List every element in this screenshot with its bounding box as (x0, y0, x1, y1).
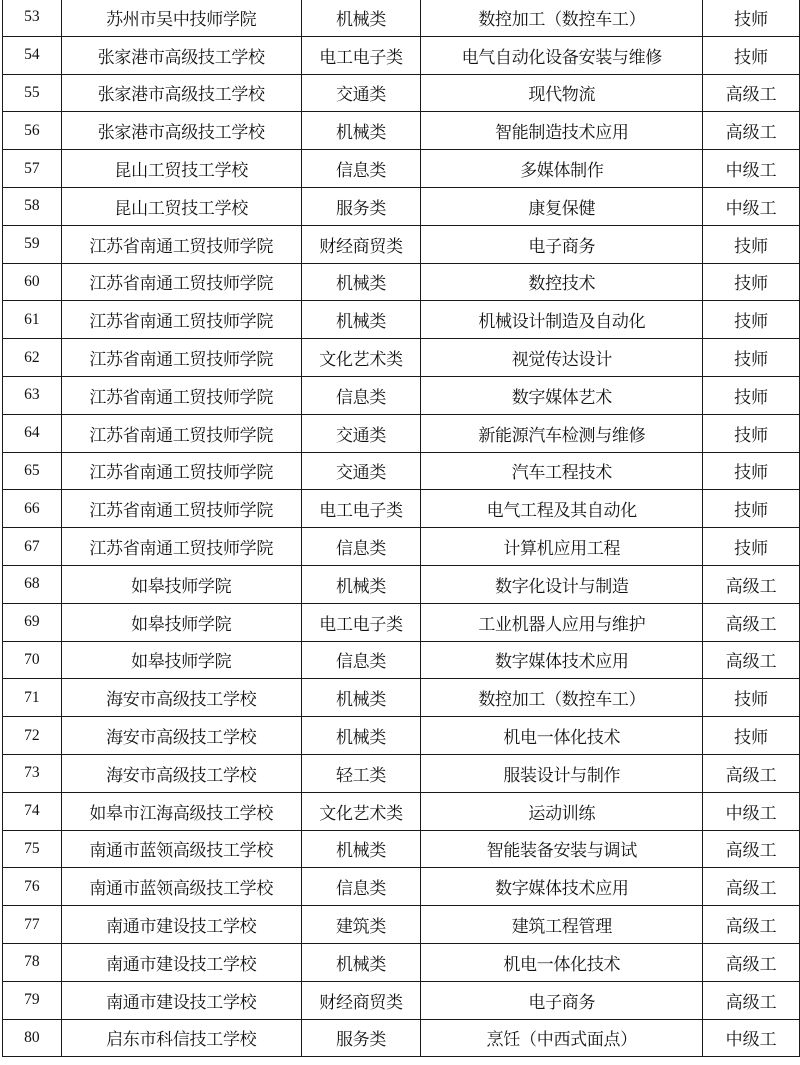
level-cell: 高级工 (703, 830, 800, 868)
table-row (3, 528, 800, 566)
major-cell: 新能源汽车检测与维修 (421, 414, 703, 452)
category-cell: 信息类 (301, 150, 421, 188)
school-name-cell: 江苏省南通工贸技师学院 (61, 414, 301, 452)
level-cell: 技师 (703, 225, 800, 263)
table-row (3, 263, 800, 301)
category-cell: 机械类 (301, 943, 421, 981)
category-cell: 文化艺术类 (301, 792, 421, 830)
table-row (3, 679, 800, 717)
school-name-cell: 江苏省南通工贸技师学院 (61, 490, 301, 528)
row-number-cell: 64 (3, 414, 62, 452)
category-cell: 机械类 (301, 717, 421, 755)
level-cell: 高级工 (703, 868, 800, 906)
category-cell: 财经商贸类 (301, 225, 421, 263)
school-name-cell: 张家港市高级技工学校 (61, 112, 301, 150)
school-major-table (2, 0, 800, 1057)
school-name-cell: 江苏省南通工贸技师学院 (61, 339, 301, 377)
level-cell: 技师 (703, 528, 800, 566)
row-number-cell: 57 (3, 150, 62, 188)
row-number-cell: 54 (3, 36, 62, 74)
school-name-cell: 如皋技师学院 (61, 603, 301, 641)
table-row (3, 339, 800, 377)
category-cell: 信息类 (301, 528, 421, 566)
level-cell: 技师 (703, 414, 800, 452)
level-cell: 技师 (703, 0, 800, 36)
table-row (3, 603, 800, 641)
school-name-cell: 江苏省南通工贸技师学院 (61, 225, 301, 263)
major-cell: 汽车工程技术 (421, 452, 703, 490)
level-cell: 高级工 (703, 981, 800, 1019)
major-cell: 工业机器人应用与维护 (421, 603, 703, 641)
table-row (3, 490, 800, 528)
major-cell: 智能制造技术应用 (421, 112, 703, 150)
major-cell: 多媒体制作 (421, 150, 703, 188)
school-name-cell: 海安市高级技工学校 (61, 679, 301, 717)
major-cell: 数字媒体艺术 (421, 376, 703, 414)
school-name-cell: 张家港市高级技工学校 (61, 36, 301, 74)
school-name-cell: 海安市高级技工学校 (61, 754, 301, 792)
major-cell: 运动训练 (421, 792, 703, 830)
table-row (3, 225, 800, 263)
major-cell: 数控加工（数控车工） (421, 0, 703, 36)
category-cell: 机械类 (301, 830, 421, 868)
level-cell: 中级工 (703, 150, 800, 188)
row-number-cell: 66 (3, 490, 62, 528)
level-cell: 高级工 (703, 565, 800, 603)
row-number-cell: 80 (3, 1019, 62, 1057)
row-number-cell: 60 (3, 263, 62, 301)
category-cell: 机械类 (301, 301, 421, 339)
row-number-cell: 63 (3, 376, 62, 414)
school-name-cell: 江苏省南通工贸技师学院 (61, 376, 301, 414)
major-cell: 服装设计与制作 (421, 754, 703, 792)
major-cell: 数控技术 (421, 263, 703, 301)
category-cell: 服务类 (301, 1019, 421, 1057)
category-cell: 建筑类 (301, 906, 421, 944)
row-number-cell: 75 (3, 830, 62, 868)
row-number-cell: 77 (3, 906, 62, 944)
school-name-cell: 江苏省南通工贸技师学院 (61, 263, 301, 301)
level-cell: 高级工 (703, 112, 800, 150)
level-cell: 技师 (703, 301, 800, 339)
level-cell: 中级工 (703, 792, 800, 830)
major-cell: 电气工程及其自动化 (421, 490, 703, 528)
major-cell: 数字媒体技术应用 (421, 641, 703, 679)
table-row (3, 112, 800, 150)
level-cell: 技师 (703, 263, 800, 301)
category-cell: 机械类 (301, 679, 421, 717)
level-cell: 技师 (703, 36, 800, 74)
row-number-cell: 79 (3, 981, 62, 1019)
table-row (3, 414, 800, 452)
table-row (3, 150, 800, 188)
table-body (3, 0, 800, 1057)
row-number-cell: 70 (3, 641, 62, 679)
row-number-cell: 72 (3, 717, 62, 755)
category-cell: 电工电子类 (301, 36, 421, 74)
category-cell: 交通类 (301, 452, 421, 490)
major-cell: 机电一体化技术 (421, 717, 703, 755)
level-cell: 中级工 (703, 187, 800, 225)
table-row (3, 187, 800, 225)
category-cell: 信息类 (301, 376, 421, 414)
row-number-cell: 61 (3, 301, 62, 339)
level-cell: 技师 (703, 490, 800, 528)
school-name-cell: 南通市建设技工学校 (61, 943, 301, 981)
category-cell: 机械类 (301, 263, 421, 301)
table-row (3, 754, 800, 792)
school-name-cell: 启东市科信技工学校 (61, 1019, 301, 1057)
table-row (3, 376, 800, 414)
level-cell: 高级工 (703, 943, 800, 981)
major-cell: 康复保健 (421, 187, 703, 225)
table-row (3, 830, 800, 868)
major-cell: 数字化设计与制造 (421, 565, 703, 603)
major-cell: 智能装备安装与调试 (421, 830, 703, 868)
level-cell: 中级工 (703, 1019, 800, 1057)
level-cell: 高级工 (703, 603, 800, 641)
category-cell: 信息类 (301, 641, 421, 679)
row-number-cell: 69 (3, 603, 62, 641)
school-name-cell: 昆山工贸技工学校 (61, 187, 301, 225)
school-name-cell: 南通市蓝领高级技工学校 (61, 868, 301, 906)
category-cell: 财经商贸类 (301, 981, 421, 1019)
table-row (3, 1019, 800, 1057)
school-name-cell: 江苏省南通工贸技师学院 (61, 528, 301, 566)
category-cell: 轻工类 (301, 754, 421, 792)
table-row (3, 981, 800, 1019)
category-cell: 电工电子类 (301, 490, 421, 528)
table-row (3, 717, 800, 755)
major-cell: 机械设计制造及自动化 (421, 301, 703, 339)
row-number-cell: 73 (3, 754, 62, 792)
table-row (3, 868, 800, 906)
row-number-cell: 55 (3, 74, 62, 112)
table-row (3, 36, 800, 74)
school-name-cell: 江苏省南通工贸技师学院 (61, 452, 301, 490)
row-number-cell: 71 (3, 679, 62, 717)
row-number-cell: 78 (3, 943, 62, 981)
table-row (3, 565, 800, 603)
category-cell: 文化艺术类 (301, 339, 421, 377)
school-name-cell: 南通市蓝领高级技工学校 (61, 830, 301, 868)
school-name-cell: 南通市建设技工学校 (61, 981, 301, 1019)
major-cell: 电子商务 (421, 225, 703, 263)
school-name-cell: 南通市建设技工学校 (61, 906, 301, 944)
row-number-cell: 56 (3, 112, 62, 150)
major-cell: 计算机应用工程 (421, 528, 703, 566)
category-cell: 交通类 (301, 414, 421, 452)
table-row (3, 906, 800, 944)
level-cell: 技师 (703, 717, 800, 755)
category-cell: 交通类 (301, 74, 421, 112)
major-cell: 视觉传达设计 (421, 339, 703, 377)
table-row (3, 74, 800, 112)
major-cell: 建筑工程管理 (421, 906, 703, 944)
major-cell: 烹饪（中西式面点） (421, 1019, 703, 1057)
level-cell: 技师 (703, 339, 800, 377)
table-row (3, 792, 800, 830)
row-number-cell: 76 (3, 868, 62, 906)
major-cell: 机电一体化技术 (421, 943, 703, 981)
category-cell: 机械类 (301, 112, 421, 150)
level-cell: 技师 (703, 679, 800, 717)
table-row (3, 943, 800, 981)
category-cell: 电工电子类 (301, 603, 421, 641)
major-cell: 电子商务 (421, 981, 703, 1019)
category-cell: 服务类 (301, 187, 421, 225)
row-number-cell: 67 (3, 528, 62, 566)
row-number-cell: 59 (3, 225, 62, 263)
level-cell: 技师 (703, 376, 800, 414)
row-number-cell: 62 (3, 339, 62, 377)
major-cell: 数控加工（数控车工） (421, 679, 703, 717)
major-cell: 电气自动化设备安装与维修 (421, 36, 703, 74)
level-cell: 技师 (703, 452, 800, 490)
table-row (3, 452, 800, 490)
category-cell: 机械类 (301, 565, 421, 603)
row-number-cell: 65 (3, 452, 62, 490)
school-name-cell: 张家港市高级技工学校 (61, 74, 301, 112)
table-row (3, 0, 800, 36)
school-name-cell: 江苏省南通工贸技师学院 (61, 301, 301, 339)
school-name-cell: 苏州市吴中技师学院 (61, 0, 301, 36)
category-cell: 信息类 (301, 868, 421, 906)
table-row (3, 301, 800, 339)
major-cell: 数字媒体技术应用 (421, 868, 703, 906)
row-number-cell: 53 (3, 0, 62, 36)
school-name-cell: 海安市高级技工学校 (61, 717, 301, 755)
row-number-cell: 68 (3, 565, 62, 603)
school-name-cell: 如皋技师学院 (61, 565, 301, 603)
school-name-cell: 如皋技师学院 (61, 641, 301, 679)
school-name-cell: 如皋市江海高级技工学校 (61, 792, 301, 830)
category-cell: 机械类 (301, 0, 421, 36)
level-cell: 高级工 (703, 906, 800, 944)
row-number-cell: 58 (3, 187, 62, 225)
major-cell: 现代物流 (421, 74, 703, 112)
level-cell: 高级工 (703, 74, 800, 112)
level-cell: 高级工 (703, 754, 800, 792)
row-number-cell: 74 (3, 792, 62, 830)
table-row (3, 641, 800, 679)
level-cell: 高级工 (703, 641, 800, 679)
school-name-cell: 昆山工贸技工学校 (61, 150, 301, 188)
